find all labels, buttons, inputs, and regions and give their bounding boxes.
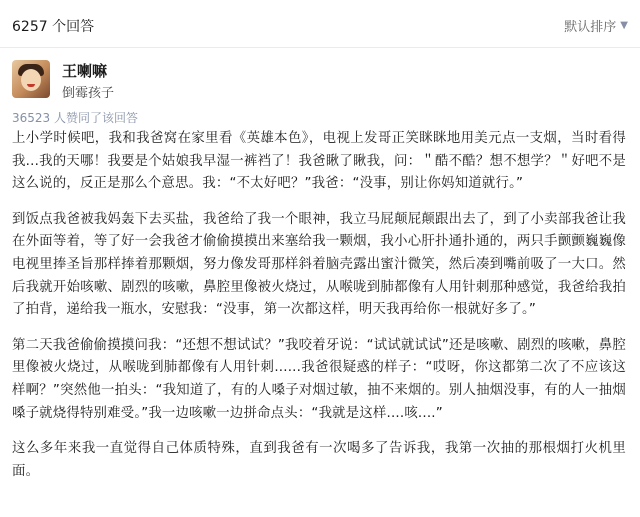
author-info xyxy=(12,60,612,102)
answers-header xyxy=(0,0,640,48)
vote-count: 36523 人赞同了该回答 xyxy=(12,111,138,125)
answer-paragraph: 这么多年来我一直觉得自己体质特殊，直到我爸有一次喝多了告诉我，我第一次抽的那根烟打火机里面。 xyxy=(12,441,626,479)
answer-count: 6257 个回答 xyxy=(12,19,95,35)
avatar[interactable] xyxy=(12,60,50,98)
sort-label: 默认排序 xyxy=(564,20,617,35)
author-bio: 倒霉孩子 xyxy=(62,86,115,101)
answer-content xyxy=(12,128,626,496)
sort-dropdown[interactable] xyxy=(564,16,628,35)
answer-paragraph: 第二天我爸偷偷摸摸问我：“还想不想试试？”我咬着牙说：“试试就试试”还是咳嗽、剧烈的咳嗽，鼻腔里像被火烧过，从喉咙到肺都像有人用针刺......我爸很疑惑的样子：“哎呀，你这都第二次了不应该这样啊？”突然他一拍头：“我知道了，有的人嗓子对烟过敏，抽不来烟的。别人抽烟没事，有的人一抽烟嗓子就烧得特别难受。”我一边咳嗽一边拼命点头：“我就是这样....咳....” xyxy=(12,337,626,421)
answer-paragraph: 到饭点我爸被我妈轰下去买盐，我爸给了我一个眼神，我立马屁颠屁颠跟出去了，到了小卖部我爸让我在外面等着，等了好一会我爸才偷偷摸摸出来塞给我一颗烟，我小心肝扑通扑通的，两只手颤颤巍巍像电视里捧圣旨那样捧着那颗烟，努力像发哥那样斜着脑壳露出蜜汁微笑，然后凑到嘴前吸了一大口。然后我就开始咳嗽、剧烈的咳嗽，鼻腔里像被火烧过，从喉咙到肺都像有人用针刺那种感觉，我爸给我拍了拍背，递给我一瓶水，安慰我：“没事，第一次都这样，明天我再给你一根就好多了。” xyxy=(12,211,626,318)
chevron-down-icon: ▼ xyxy=(620,20,628,31)
answer-paragraph: 上小学时候吧，我和我爸窝在家里看《英雄本色》，电视上发哥正笑眯眯地用美元点一支烟，当时看得我...我的天哪！我要是个姑娘我早湿一裤裆了！我爸瞅了瞅我，问：＂酷不酷？想不想学？＂好吧不是这么说的，反正是那么个意思。我：“不太好吧？”我爸：“没事，别让你妈知道就行。” xyxy=(12,131,626,192)
author-name[interactable]: 王喇嘛 xyxy=(62,62,108,80)
